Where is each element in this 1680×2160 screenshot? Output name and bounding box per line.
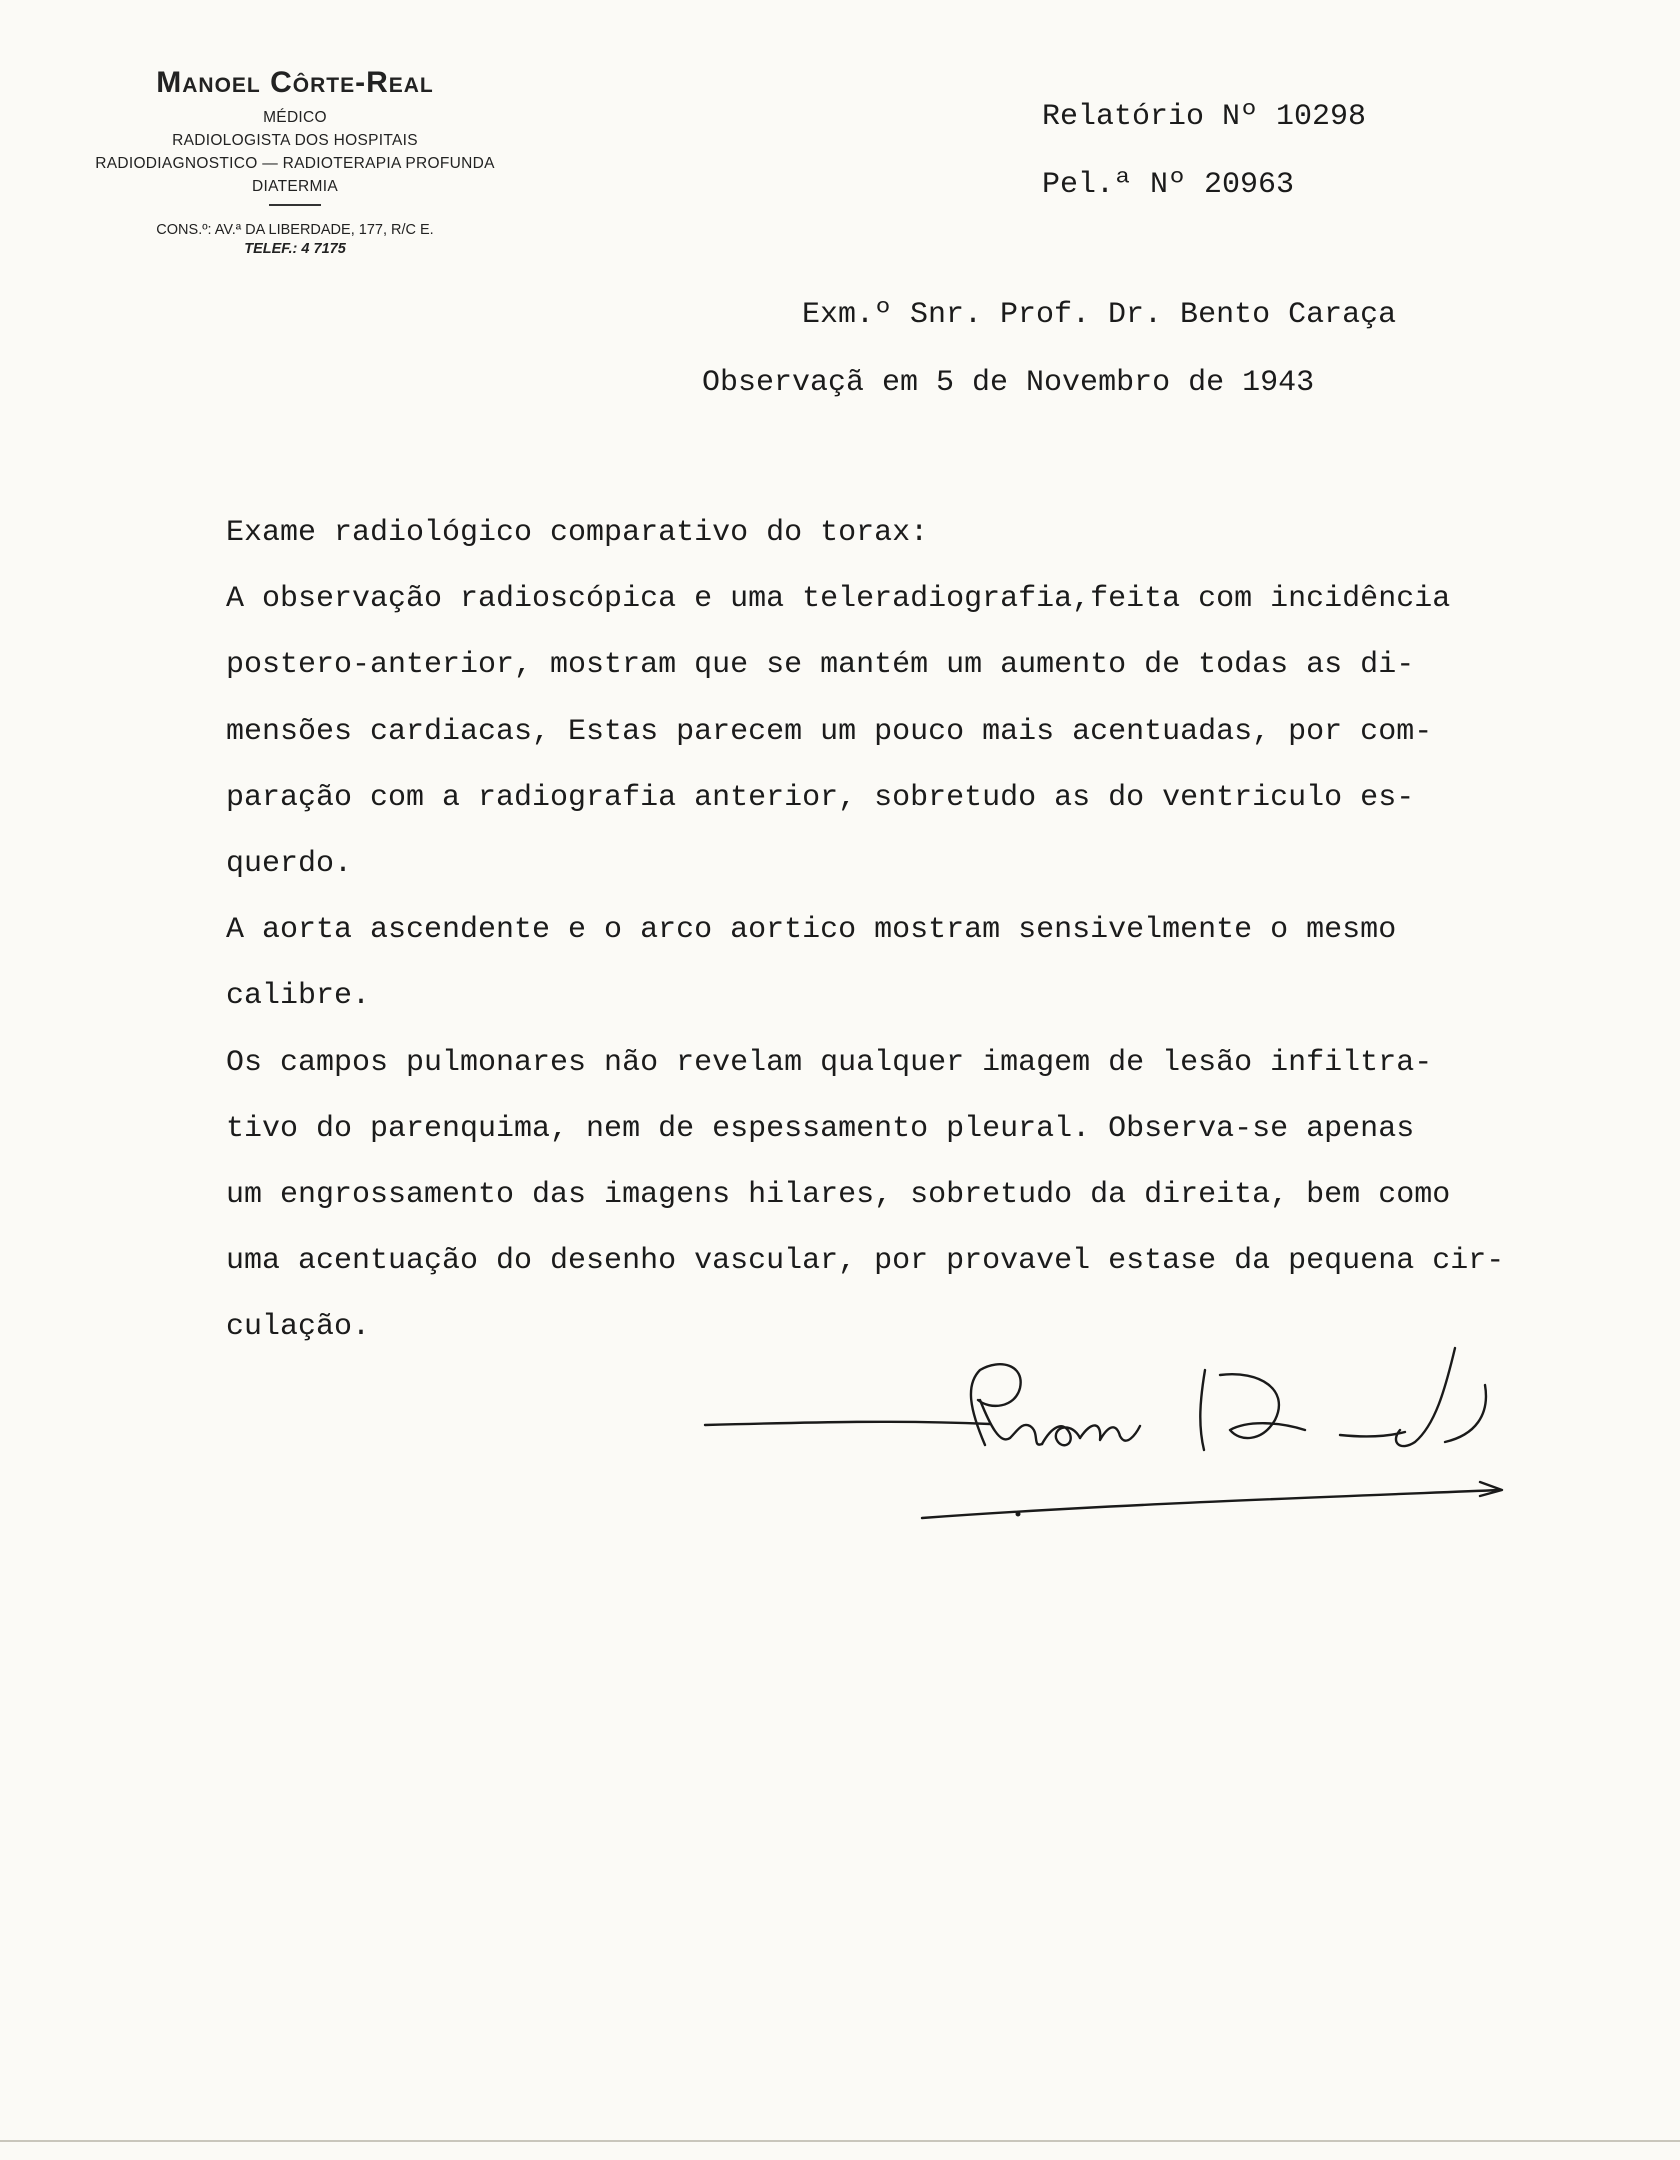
- letterhead-position: RADIOLOGISTA DOS HOSPITAIS: [172, 132, 418, 149]
- body-line: tivo do parenquima, nem de espessamento pleural. Observa-se apenas: [226, 1111, 1415, 1146]
- letterhead-specialties: RADIODIAGNOSTICO — RADIOTERAPIA PROFUNDA: [95, 155, 495, 172]
- report-number: Relatório Nº 10298: [1042, 100, 1367, 134]
- letterhead-address: CONS.º: AV.ª DA LIBERDADE, 177, R/C E.: [156, 222, 434, 238]
- body-line: culação.: [226, 1310, 371, 1345]
- handwritten-signature: [700, 1330, 1600, 1540]
- body-line: uma acentuação do desenho vascular, por provavel estase da pequena cir-: [226, 1244, 1505, 1279]
- body-line: A observação radioscópica e uma teleradiografia,feita com incidência: [226, 582, 1451, 617]
- body-line: querdo.: [226, 847, 353, 882]
- body-line: postero-anterior, mostram que se mantém um aumento de todas as di-: [226, 648, 1415, 683]
- body-line: um engrossamento das imagens hilares, sobretudo da direita, bem como: [226, 1178, 1451, 1213]
- letterhead-title: MÉDICO: [263, 109, 327, 126]
- body-line: paração com a radiografia anterior, sobretudo as do ventriculo es-: [226, 780, 1415, 815]
- body-line: mensões cardiacas, Estas parecem um pouco mais acentuadas, por com-: [226, 714, 1433, 749]
- body-line: A aorta ascendente e o arco aortico mostram sensivelmente o mesmo: [226, 913, 1397, 948]
- body-line: Exame radiológico comparativo do torax:: [226, 516, 929, 550]
- letterhead-name: Manoel Côrte-Real: [156, 66, 434, 99]
- letterhead-divider: [269, 204, 321, 206]
- pel-number: Pel.ª Nº 20963: [1042, 168, 1295, 202]
- body-line: calibre.: [226, 979, 371, 1014]
- addressee: Exm.º Snr. Prof. Dr. Bento Caraça: [802, 298, 1397, 332]
- observation-date: Observaçã em 5 de Novembro de 1943: [702, 366, 1315, 400]
- page-bottom-edge: [0, 2140, 1680, 2142]
- letterhead-phone: TELEF.: 4 7175: [244, 241, 346, 257]
- body-line: Os campos pulmonares não revelam qualquer imagem de lesão infiltra-: [226, 1045, 1433, 1080]
- letterhead-diathermy: DIATERMIA: [252, 178, 338, 195]
- report-body: [226, 500, 1646, 1361]
- letterhead: [60, 66, 530, 257]
